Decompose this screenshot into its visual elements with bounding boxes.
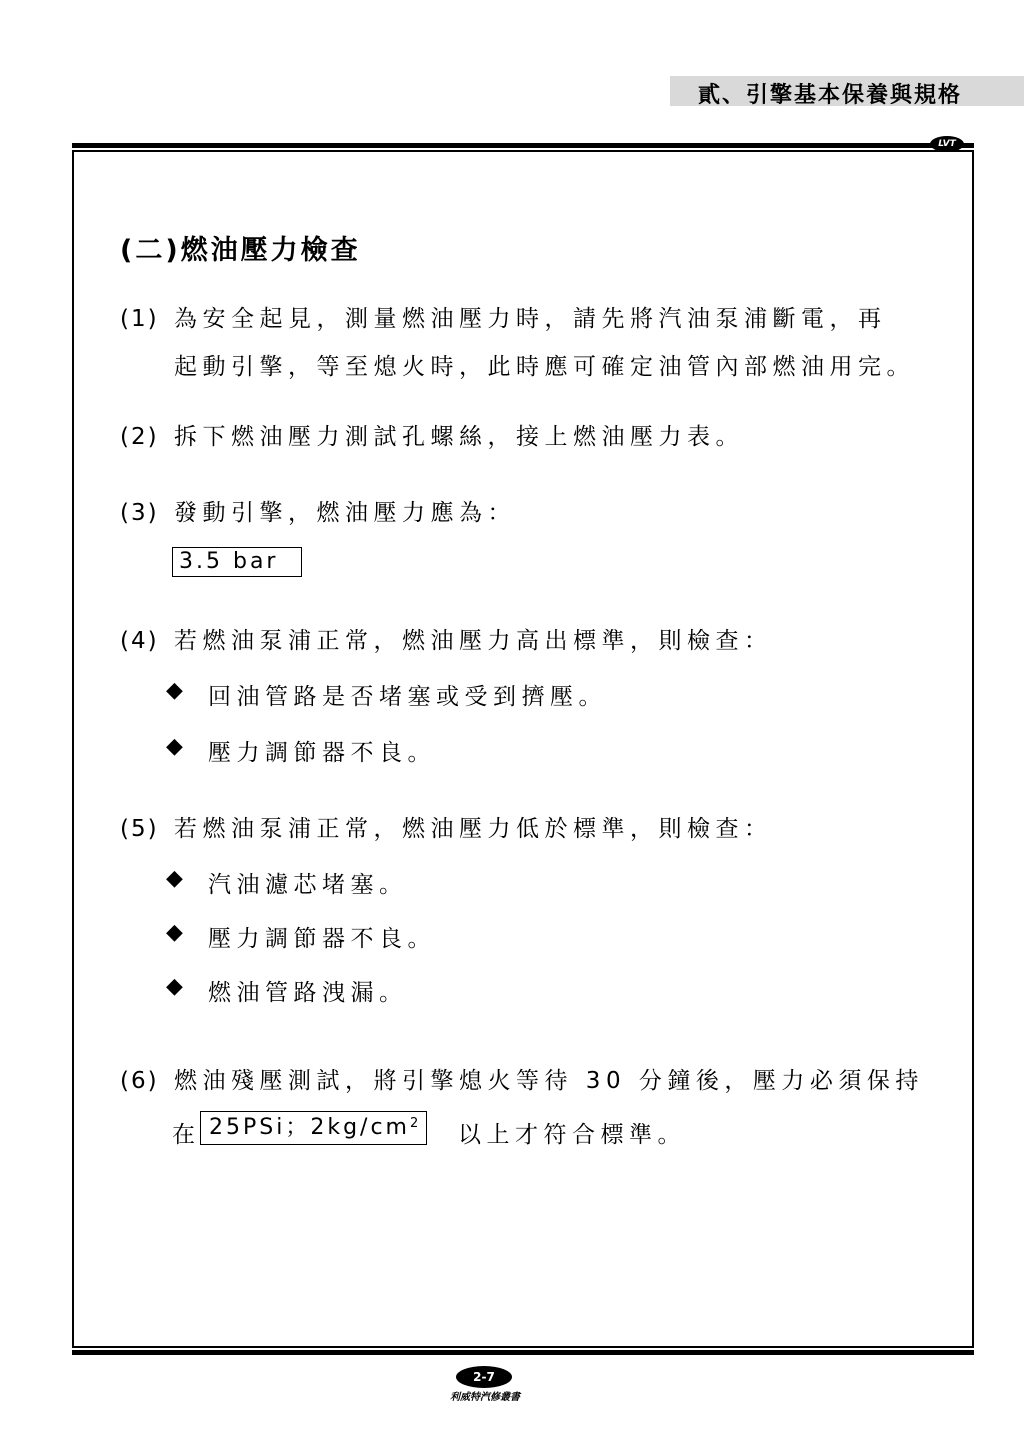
diamond-bullet-icon: ◆ xyxy=(166,920,183,945)
item-text: 發動引擎，燃油壓力應為： xyxy=(174,500,516,526)
bottom-rule-thin xyxy=(72,1346,974,1348)
diamond-bullet-icon: ◆ xyxy=(166,866,183,891)
item-text: 燃油殘壓測試，將引擎熄火等待 30 分鐘後，壓力必須保持 xyxy=(174,1068,924,1094)
logo-badge: LVT xyxy=(930,136,964,152)
diamond-bullet-icon: ◆ xyxy=(166,678,183,703)
check-item: 汽油濾芯堵塞。 xyxy=(208,872,408,898)
item-5 xyxy=(120,810,773,843)
item-1 xyxy=(120,300,887,333)
item-number: (1) xyxy=(120,306,159,332)
spec-superscript: 2 xyxy=(409,1116,419,1131)
item-text: 為安全起見，測量燃油壓力時，請先將汽油泵浦斷電，再 xyxy=(174,306,887,332)
pressure-spec-box: 3.5 bar xyxy=(172,547,302,577)
item-4 xyxy=(120,622,773,655)
page-number: 2-7 xyxy=(456,1366,512,1388)
item-6-line-2-prefix: 在 xyxy=(172,1122,201,1148)
item-text: 拆下燃油壓力測試孔螺絲，接上燃油壓力表。 xyxy=(174,424,744,450)
section-title: (二)燃油壓力檢查 xyxy=(120,235,361,266)
item-number: (6) xyxy=(120,1068,159,1094)
chapter-title: 貳、引擎基本保養與規格 xyxy=(697,83,962,108)
item-text: 若燃油泵浦正常，燃油壓力高出標準，則檢查： xyxy=(174,628,773,654)
bottom-rule xyxy=(72,1350,974,1355)
item-6 xyxy=(120,1062,924,1095)
check-item: 燃油管路洩漏。 xyxy=(208,980,408,1006)
check-item: 回油管路是否堵塞或受到擠壓。 xyxy=(208,684,607,710)
check-item: 壓力調節器不良。 xyxy=(208,926,436,952)
item-number: (4) xyxy=(120,628,159,654)
residual-pressure-spec-box xyxy=(200,1111,427,1145)
item-6-line-2-suffix: 以上才符合標準。 xyxy=(458,1122,686,1148)
item-3 xyxy=(120,494,516,527)
diamond-bullet-icon: ◆ xyxy=(166,974,183,999)
diamond-bullet-icon: ◆ xyxy=(166,734,183,759)
item-2 xyxy=(120,418,744,451)
item-number: (2) xyxy=(120,424,159,450)
spec-value: 25PSi；2kg/cm xyxy=(209,1115,410,1140)
top-rule xyxy=(72,143,974,148)
item-text: 若燃油泵浦正常，燃油壓力低於標準，則檢查： xyxy=(174,816,773,842)
item-1-line-2: 起動引擎，等至熄火時，此時應可確定油管內部燃油用完。 xyxy=(174,354,915,380)
publisher-name: 利威特汽修叢書 xyxy=(450,1392,520,1403)
item-number: (5) xyxy=(120,816,159,842)
check-item: 壓力調節器不良。 xyxy=(208,740,436,766)
item-number: (3) xyxy=(120,500,159,526)
